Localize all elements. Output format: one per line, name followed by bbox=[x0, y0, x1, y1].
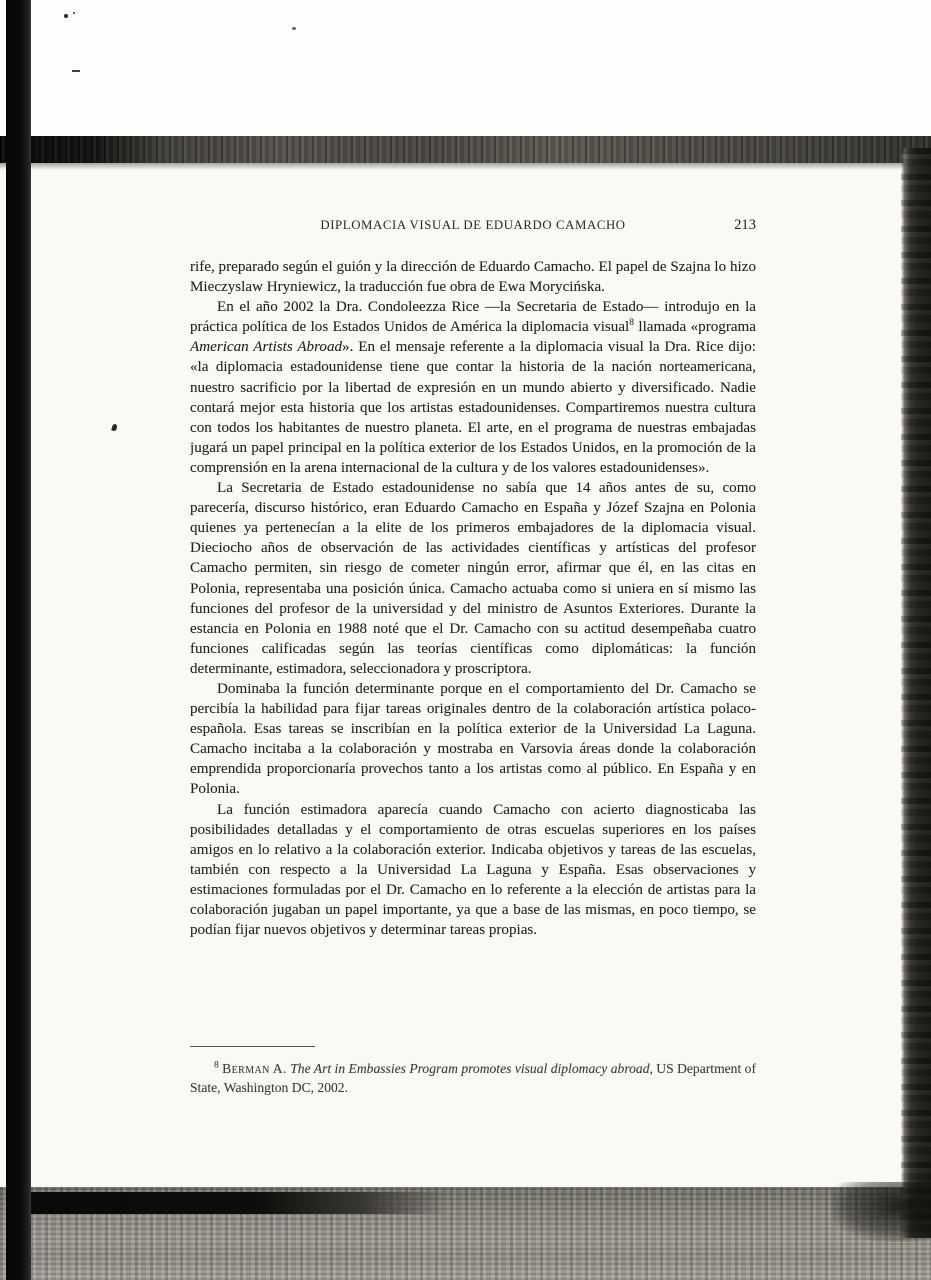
paragraph-text: llamada «programa bbox=[633, 319, 756, 336]
paragraph-3 bbox=[190, 478, 756, 679]
program-title-italic: American Artists Abroad bbox=[190, 339, 343, 356]
paragraph-text: Dominaba la función determinante porque en el comportamiento del Dr. Camacho se percibía la habilidad para fijar tareas originales dentro de la colaboración artística polaco-española. Esas tareas se inscribían en la política exterior de la Universidad La Laguna. Camacho incitaba a la colaboración y mostraba en Varsovia áreas donde la colaboración emprendida proporcionaría provechos tanto a los artistas como al público. En España y en Polonia. bbox=[190, 680, 756, 798]
page-number: 213 bbox=[734, 217, 756, 233]
paragraph-text: rife, preparado según el guión y la dirección de Eduardo Camacho. El papel de Szajna lo hizo Mieczyslaw Hryniewicz, la traducción fue obra de Ewa Morycińska. bbox=[190, 259, 756, 296]
footnote-text: , US Department of State, Washington DC, 2002. bbox=[190, 1061, 756, 1095]
footnote-separator-rule bbox=[190, 1046, 315, 1047]
page-text-column bbox=[190, 218, 756, 1097]
scan-speck bbox=[72, 70, 80, 72]
paragraph-1 bbox=[190, 257, 756, 297]
running-title: DIPLOMACIA VISUAL DE EDUARDO CAMACHO bbox=[320, 218, 626, 232]
top-scan-band bbox=[0, 136, 931, 163]
right-scan-band bbox=[901, 148, 931, 1238]
page-header bbox=[190, 218, 756, 236]
bottom-dark-strip bbox=[28, 1192, 448, 1214]
article-body bbox=[190, 257, 756, 1037]
paragraph-2 bbox=[190, 297, 756, 478]
footnote-reference: 8 bbox=[629, 318, 634, 329]
scan-top-margin bbox=[0, 0, 931, 137]
page-margin-mark bbox=[111, 423, 118, 431]
footnote bbox=[190, 1060, 756, 1097]
footnote-author: Berman A. bbox=[222, 1061, 287, 1076]
footnote-marker: 8 bbox=[214, 1060, 219, 1071]
left-scan-bar bbox=[6, 0, 31, 1280]
paragraph-text: La función estimadora aparecía cuando Camacho con acierto diagnosticaba las posibilidades detalladas y el comportamiento de otras escuelas superiores en los países amigos en lo relativo a la colaboración exterior. Indicaba objetivos y tareas de las escuelas, también con respecto a la Universidad La Laguna y España. Esas observaciones y estimaciones formuladas por el Dr. Camacho en lo referente a la elección de artistas para la colaboración jugaban un papel importante, ya que a base de las mismas, en poco tiempo, se podían fijar nuevos objetivos y determinar tareas propias. bbox=[190, 801, 756, 939]
paragraph-text: En el año 2002 la Dra. Condoleezza Rice —la Secretaria de Estado— introdujo en la práctica política de los Estados Unidos de América la diplomacia visual bbox=[190, 299, 756, 336]
paragraph-text: ». En el mensaje referente a la diplomacia visual la Dra. Rice dijo: «la diplomacia estadounidense tiene que contar la historia de la nación norteamericana, nuestro sacrificio por la libertad de expresión en un mundo abierto y diversificado. Nadie contará mejor esta historia que los artistas estadounidenses. Compartiremos nuestra cultura con todos los habitantes de nuestro planeta. El arte, en el programa de nuestras embajadas jugará un papel principal en la política exterior de los Estados Unidos, en la promoción de la comprensión en la arena internacional de la cultura y de los valores estadounidenses». bbox=[190, 339, 756, 476]
footnote-title-italic: The Art in Embassies Program promotes visual diplomacy abroad bbox=[290, 1061, 650, 1076]
paragraph-5 bbox=[190, 800, 756, 941]
scan-speck bbox=[64, 14, 68, 18]
scan-speck bbox=[292, 27, 296, 30]
paragraph-4 bbox=[190, 679, 756, 800]
bottom-right-shadow bbox=[831, 1182, 931, 1242]
paragraph-text: La Secretaria de Estado estadounidense no sabía que 14 años antes de su, como parecería, discurso histórico, eran Eduardo Camacho en España y Józef Szajna en Polonia quienes ya pertenecían a la elite de los primeros embajadores de la diplomacia visual. Dieciocho años de observación de las actividades científicas y artísticas del profesor Camacho permiten, sin riesgo de cometer ningún error, afirmar que él, en las citas en Polonia, representaba una posición única. Camacho actuaba como si uniera en sí mismo las funciones del profesor de la universidad y del ministro de Asuntos Exteriores. Durante la estancia en Polonia en 1988 noté que el Dr. Camacho con su actitud desempeñaba cuatro funciones calificadas según las teorías científicas como diplomáticas: la función determinante, estimadora, seleccionadora y proscriptora. bbox=[190, 480, 756, 677]
